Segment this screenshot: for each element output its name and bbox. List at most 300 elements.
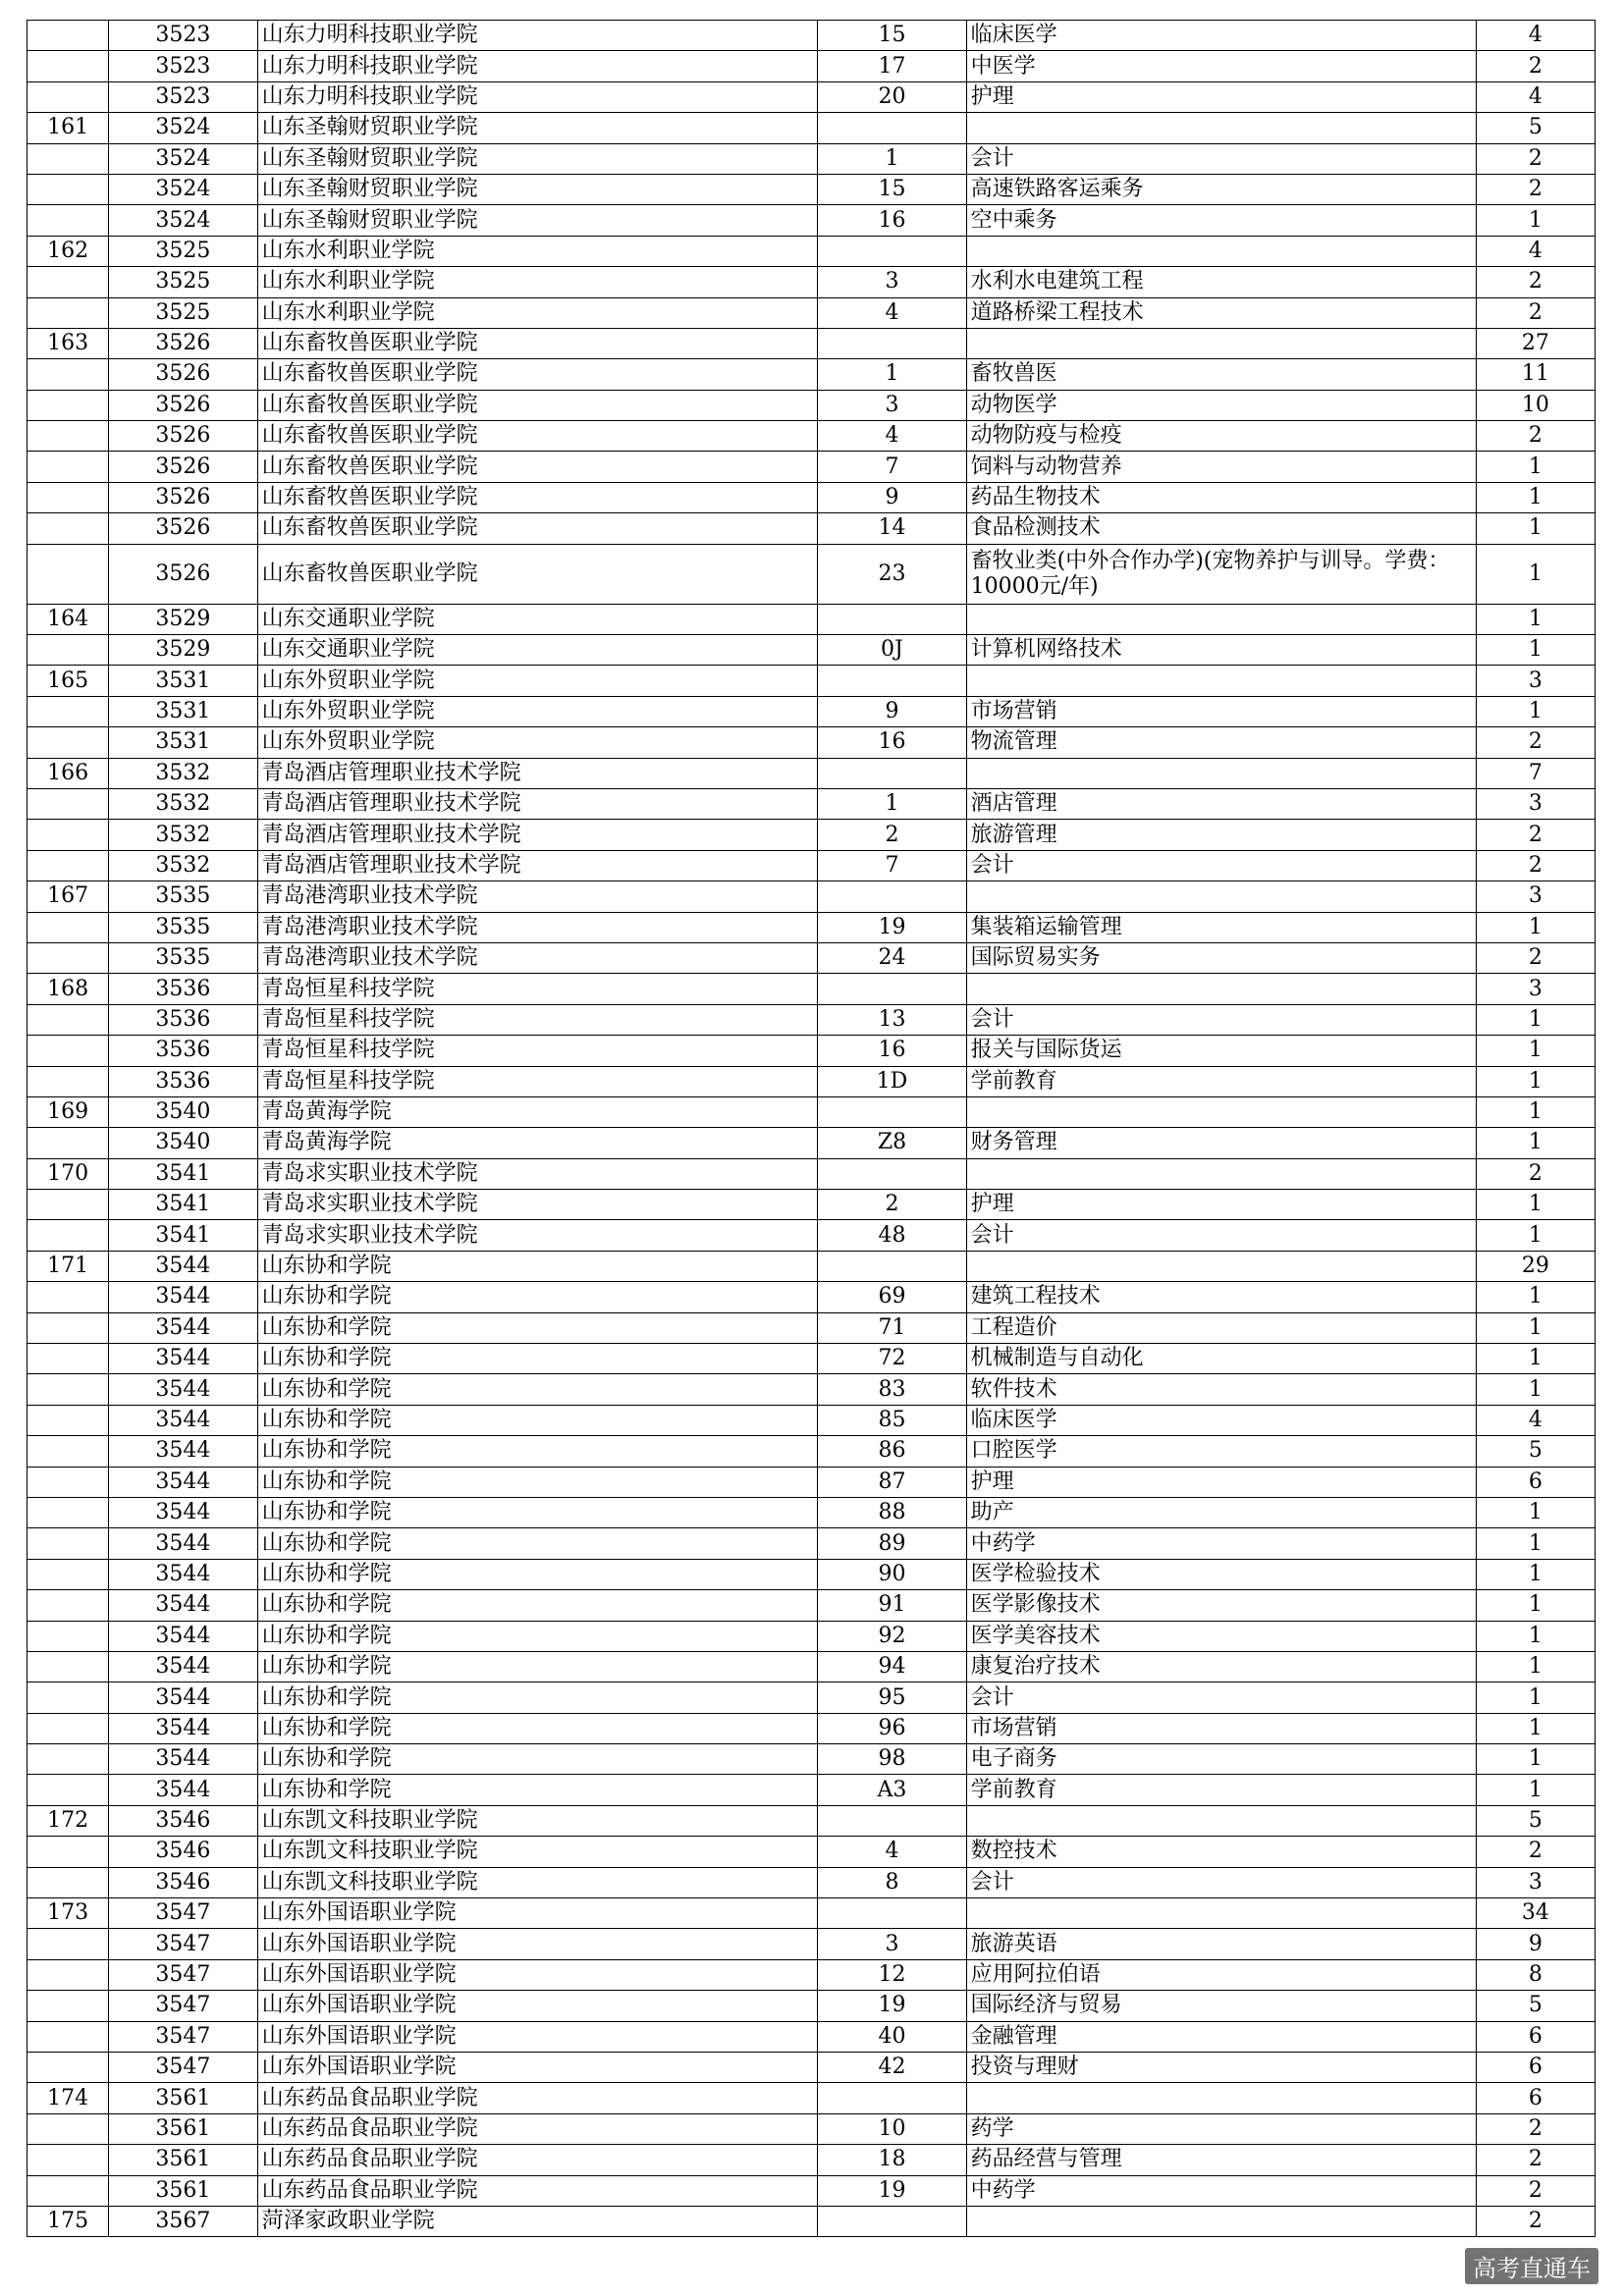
school-code-cell: 3526 xyxy=(109,390,257,420)
row-seq-cell xyxy=(27,820,109,850)
table-row xyxy=(27,1898,1596,1929)
school-code-cell: 3525 xyxy=(109,297,257,328)
school-name-cell: 青岛黄海学院 xyxy=(257,1128,818,1158)
plan-count-cell: 2 xyxy=(1476,421,1595,452)
school-code-cell: 3535 xyxy=(109,942,257,973)
table-row xyxy=(27,236,1596,266)
school-code-cell: 3567 xyxy=(109,2206,257,2236)
major-code-cell: 89 xyxy=(818,1528,966,1559)
school-code-cell: 3544 xyxy=(109,1436,257,1467)
major-name-cell: 集装箱运输管理 xyxy=(966,912,1476,942)
school-name-cell: 山东畜牧兽医职业学院 xyxy=(257,421,818,452)
row-seq-cell xyxy=(27,1621,109,1651)
major-name-cell: 会计 xyxy=(966,1867,1476,1897)
row-seq-cell: 170 xyxy=(27,1158,109,1189)
table-row xyxy=(27,820,1596,850)
school-code-cell: 3523 xyxy=(109,51,257,81)
school-code-cell: 3532 xyxy=(109,820,257,850)
school-code-cell: 3526 xyxy=(109,482,257,512)
school-code-cell: 3541 xyxy=(109,1220,257,1251)
school-name-cell: 青岛求实职业技术学院 xyxy=(257,1158,818,1189)
major-name-cell: 会计 xyxy=(966,143,1476,174)
school-name-cell: 山东协和学院 xyxy=(257,1282,818,1312)
major-name-cell xyxy=(966,1096,1476,1127)
row-seq-cell xyxy=(27,2113,109,2144)
school-code-cell: 3544 xyxy=(109,1344,257,1374)
major-code-cell: 40 xyxy=(818,2021,966,2052)
plan-count-cell: 7 xyxy=(1476,758,1595,788)
table-row xyxy=(27,2083,1596,2113)
row-seq-cell xyxy=(27,2021,109,2052)
plan-count-cell: 6 xyxy=(1476,2021,1595,2052)
major-code-cell: 98 xyxy=(818,1744,966,1775)
school-code-cell: 3524 xyxy=(109,143,257,174)
row-seq-cell xyxy=(27,1436,109,1467)
major-name-cell: 临床医学 xyxy=(966,1405,1476,1435)
school-name-cell: 青岛港湾职业技术学院 xyxy=(257,881,818,912)
school-code-cell: 3525 xyxy=(109,267,257,297)
major-name-cell: 医学美容技术 xyxy=(966,1621,1476,1651)
row-seq-cell xyxy=(27,544,109,604)
plan-count-cell: 27 xyxy=(1476,328,1595,358)
major-name-cell: 口腔医学 xyxy=(966,1436,1476,1467)
plan-count-cell: 1 xyxy=(1476,513,1595,544)
plan-count-cell: 29 xyxy=(1476,1251,1595,1281)
plan-count-cell: 2 xyxy=(1476,2206,1595,2236)
school-code-cell: 3544 xyxy=(109,1467,257,1497)
row-seq-cell xyxy=(27,1004,109,1035)
row-seq-cell xyxy=(27,1528,109,1559)
major-name-cell xyxy=(966,1898,1476,1929)
row-seq-cell xyxy=(27,174,109,204)
plan-count-cell: 2 xyxy=(1476,297,1595,328)
school-name-cell: 山东畜牧兽医职业学院 xyxy=(257,544,818,604)
plan-count-cell: 5 xyxy=(1476,1436,1595,1467)
row-seq-cell xyxy=(27,1128,109,1158)
table-row xyxy=(27,1405,1596,1435)
plan-count-cell: 8 xyxy=(1476,1959,1595,1990)
major-name-cell: 会计 xyxy=(966,1682,1476,1713)
major-name-cell xyxy=(966,328,1476,358)
plan-count-cell: 1 xyxy=(1476,1559,1595,1589)
table-row xyxy=(27,1682,1596,1713)
table-row xyxy=(27,1066,1596,1096)
school-name-cell: 青岛酒店管理职业技术学院 xyxy=(257,758,818,788)
row-seq-cell xyxy=(27,727,109,758)
row-seq-cell xyxy=(27,1837,109,1867)
school-code-cell: 3532 xyxy=(109,758,257,788)
school-code-cell: 3546 xyxy=(109,1837,257,1867)
major-name-cell: 数控技术 xyxy=(966,1837,1476,1867)
major-code-cell: 15 xyxy=(818,174,966,204)
school-code-cell: 3547 xyxy=(109,2021,257,2052)
major-code-cell xyxy=(818,604,966,634)
school-code-cell: 3529 xyxy=(109,635,257,666)
school-code-cell: 3526 xyxy=(109,359,257,390)
major-code-cell: 9 xyxy=(818,482,966,512)
plan-count-cell: 1 xyxy=(1476,1590,1595,1621)
row-seq-cell xyxy=(27,2053,109,2083)
table-row xyxy=(27,1867,1596,1897)
major-name-cell: 动物医学 xyxy=(966,390,1476,420)
major-code-cell: 3 xyxy=(818,267,966,297)
major-code-cell xyxy=(818,881,966,912)
major-name-cell xyxy=(966,1251,1476,1281)
table-row xyxy=(27,2021,1596,2052)
row-seq-cell: 171 xyxy=(27,1251,109,1281)
school-code-cell: 3524 xyxy=(109,113,257,143)
major-code-cell: 72 xyxy=(818,1344,966,1374)
major-name-cell: 物流管理 xyxy=(966,727,1476,758)
major-code-cell: 85 xyxy=(818,1405,966,1435)
table-row xyxy=(27,1959,1596,1990)
row-seq-cell xyxy=(27,2175,109,2206)
plan-count-cell: 10 xyxy=(1476,390,1595,420)
major-code-cell: 16 xyxy=(818,727,966,758)
table-row xyxy=(27,1344,1596,1374)
school-name-cell: 山东力明科技职业学院 xyxy=(257,21,818,51)
table-row xyxy=(27,788,1596,819)
row-seq-cell: 164 xyxy=(27,604,109,634)
table-row xyxy=(27,1096,1596,1127)
major-name-cell xyxy=(966,666,1476,696)
row-seq-cell xyxy=(27,1282,109,1312)
major-code-cell: 87 xyxy=(818,1467,966,1497)
school-code-cell: 3524 xyxy=(109,205,257,236)
major-code-cell: 4 xyxy=(818,297,966,328)
school-name-cell: 山东协和学院 xyxy=(257,1344,818,1374)
school-code-cell: 3535 xyxy=(109,912,257,942)
major-name-cell: 会计 xyxy=(966,1220,1476,1251)
major-name-cell: 学前教育 xyxy=(966,1066,1476,1096)
major-code-cell: 7 xyxy=(818,452,966,482)
table-row xyxy=(27,297,1596,328)
row-seq-cell xyxy=(27,942,109,973)
major-name-cell: 酒店管理 xyxy=(966,788,1476,819)
major-code-cell: 19 xyxy=(818,2175,966,2206)
plan-count-cell: 2 xyxy=(1476,850,1595,881)
table-row xyxy=(27,758,1596,788)
school-code-cell: 3536 xyxy=(109,1036,257,1066)
major-code-cell: 17 xyxy=(818,51,966,81)
school-name-cell: 山东畜牧兽医职业学院 xyxy=(257,390,818,420)
plan-count-cell: 2 xyxy=(1476,727,1595,758)
major-code-cell xyxy=(818,236,966,266)
major-name-cell: 计算机网络技术 xyxy=(966,635,1476,666)
row-seq-cell: 162 xyxy=(27,236,109,266)
school-name-cell: 山东圣翰财贸职业学院 xyxy=(257,205,818,236)
table-row xyxy=(27,881,1596,912)
major-name-cell: 食品检测技术 xyxy=(966,513,1476,544)
school-code-cell: 3540 xyxy=(109,1096,257,1127)
major-name-cell: 畜牧业类(中外合作办学)(宠物养护与训导。学费：10000元/年) xyxy=(966,544,1476,604)
major-name-cell: 机械制造与自动化 xyxy=(966,1344,1476,1374)
school-name-cell: 青岛恒星科技学院 xyxy=(257,1004,818,1035)
school-code-cell: 3532 xyxy=(109,788,257,819)
school-code-cell: 3526 xyxy=(109,328,257,358)
major-name-cell: 中药学 xyxy=(966,1528,1476,1559)
row-seq-cell xyxy=(27,21,109,51)
major-code-cell: 92 xyxy=(818,1621,966,1651)
plan-count-cell: 1 xyxy=(1476,452,1595,482)
school-code-cell: 3532 xyxy=(109,850,257,881)
major-code-cell: 3 xyxy=(818,1929,966,1959)
table-row xyxy=(27,452,1596,482)
major-code-cell xyxy=(818,1158,966,1189)
school-name-cell: 山东水利职业学院 xyxy=(257,267,818,297)
row-seq-cell: 167 xyxy=(27,881,109,912)
row-seq-cell: 174 xyxy=(27,2083,109,2113)
major-code-cell xyxy=(818,666,966,696)
school-name-cell: 山东协和学院 xyxy=(257,1559,818,1589)
school-code-cell: 3544 xyxy=(109,1405,257,1435)
major-name-cell: 旅游英语 xyxy=(966,1929,1476,1959)
row-seq-cell xyxy=(27,1651,109,1682)
row-seq-cell xyxy=(27,1991,109,2021)
row-seq-cell xyxy=(27,1682,109,1713)
school-name-cell: 山东力明科技职业学院 xyxy=(257,81,818,112)
table-row xyxy=(27,2145,1596,2175)
major-name-cell xyxy=(966,236,1476,266)
school-name-cell: 青岛酒店管理职业技术学院 xyxy=(257,788,818,819)
major-name-cell: 中药学 xyxy=(966,2175,1476,2206)
plan-count-cell: 1 xyxy=(1476,635,1595,666)
table-row xyxy=(27,1559,1596,1589)
table-row xyxy=(27,1220,1596,1251)
school-name-cell: 山东药品食品职业学院 xyxy=(257,2145,818,2175)
row-seq-cell xyxy=(27,1220,109,1251)
table-row xyxy=(27,544,1596,604)
school-name-cell: 山东圣翰财贸职业学院 xyxy=(257,143,818,174)
table-row xyxy=(27,635,1596,666)
table-row xyxy=(27,359,1596,390)
school-code-cell: 3523 xyxy=(109,21,257,51)
table-row xyxy=(27,113,1596,143)
row-seq-cell xyxy=(27,1066,109,1096)
school-code-cell: 3547 xyxy=(109,1898,257,1929)
table-row xyxy=(27,1251,1596,1281)
major-code-cell: 3 xyxy=(818,390,966,420)
major-code-cell: 48 xyxy=(818,1220,966,1251)
major-code-cell: 20 xyxy=(818,81,966,112)
major-code-cell: 4 xyxy=(818,1837,966,1867)
major-name-cell: 工程造价 xyxy=(966,1312,1476,1343)
plan-count-cell: 2 xyxy=(1476,2145,1595,2175)
major-name-cell: 国际经济与贸易 xyxy=(966,1991,1476,2021)
school-code-cell: 3531 xyxy=(109,727,257,758)
school-code-cell: 3546 xyxy=(109,1867,257,1897)
row-seq-cell: 165 xyxy=(27,666,109,696)
major-name-cell: 会计 xyxy=(966,850,1476,881)
major-code-cell: 86 xyxy=(818,1436,966,1467)
school-code-cell: 3544 xyxy=(109,1651,257,1682)
major-code-cell: 23 xyxy=(818,544,966,604)
major-code-cell xyxy=(818,1805,966,1836)
major-name-cell: 康复治疗技术 xyxy=(966,1651,1476,1682)
major-code-cell xyxy=(818,1096,966,1127)
major-name-cell xyxy=(966,604,1476,634)
major-code-cell: 16 xyxy=(818,1036,966,1066)
school-code-cell: 3544 xyxy=(109,1497,257,1527)
school-name-cell: 山东外国语职业学院 xyxy=(257,1959,818,1990)
plan-count-cell: 1 xyxy=(1476,1096,1595,1127)
row-seq-cell: 175 xyxy=(27,2206,109,2236)
plan-count-cell: 1 xyxy=(1476,1744,1595,1775)
school-name-cell: 山东协和学院 xyxy=(257,1436,818,1467)
school-name-cell: 山东外贸职业学院 xyxy=(257,696,818,726)
row-seq-cell xyxy=(27,788,109,819)
plan-count-cell: 1 xyxy=(1476,1621,1595,1651)
major-name-cell: 建筑工程技术 xyxy=(966,1282,1476,1312)
plan-count-cell: 4 xyxy=(1476,21,1595,51)
major-name-cell xyxy=(966,881,1476,912)
table-row xyxy=(27,328,1596,358)
row-seq-cell xyxy=(27,143,109,174)
school-name-cell: 山东药品食品职业学院 xyxy=(257,2113,818,2144)
major-name-cell: 空中乘务 xyxy=(966,205,1476,236)
major-code-cell: 88 xyxy=(818,1497,966,1527)
major-name-cell xyxy=(966,2206,1476,2236)
major-name-cell: 投资与理财 xyxy=(966,2053,1476,2083)
table-row xyxy=(27,696,1596,726)
school-name-cell: 山东畜牧兽医职业学院 xyxy=(257,482,818,512)
plan-count-cell: 1 xyxy=(1476,1004,1595,1035)
plan-count-cell: 1 xyxy=(1476,1682,1595,1713)
school-code-cell: 3524 xyxy=(109,174,257,204)
row-seq-cell xyxy=(27,635,109,666)
plan-count-cell: 4 xyxy=(1476,236,1595,266)
school-name-cell: 青岛求实职业技术学院 xyxy=(257,1220,818,1251)
table-row xyxy=(27,1436,1596,1467)
row-seq-cell xyxy=(27,1312,109,1343)
school-name-cell: 青岛恒星科技学院 xyxy=(257,1066,818,1096)
plan-count-cell: 6 xyxy=(1476,2083,1595,2113)
school-name-cell: 山东药品食品职业学院 xyxy=(257,2083,818,2113)
major-name-cell: 报关与国际货运 xyxy=(966,1036,1476,1066)
school-code-cell: 3547 xyxy=(109,1959,257,1990)
row-seq-cell xyxy=(27,1867,109,1897)
table-row xyxy=(27,1128,1596,1158)
row-seq-cell xyxy=(27,1744,109,1775)
plan-count-cell: 3 xyxy=(1476,788,1595,819)
table-row xyxy=(27,513,1596,544)
major-code-cell: 69 xyxy=(818,1282,966,1312)
plan-count-cell: 2 xyxy=(1476,820,1595,850)
major-code-cell: 94 xyxy=(818,1651,966,1682)
table-row xyxy=(27,1590,1596,1621)
major-name-cell xyxy=(966,113,1476,143)
school-name-cell: 青岛港湾职业技术学院 xyxy=(257,912,818,942)
table-row xyxy=(27,1929,1596,1959)
major-code-cell: 13 xyxy=(818,1004,966,1035)
school-name-cell: 山东外贸职业学院 xyxy=(257,727,818,758)
row-seq-cell: 163 xyxy=(27,328,109,358)
row-seq-cell xyxy=(27,1190,109,1220)
major-name-cell: 医学检验技术 xyxy=(966,1559,1476,1589)
school-name-cell: 青岛港湾职业技术学院 xyxy=(257,942,818,973)
table-row xyxy=(27,51,1596,81)
school-name-cell: 山东协和学院 xyxy=(257,1528,818,1559)
school-name-cell: 山东畜牧兽医职业学院 xyxy=(257,328,818,358)
major-code-cell: 1 xyxy=(818,359,966,390)
school-name-cell: 山东药品食品职业学院 xyxy=(257,2175,818,2206)
school-name-cell: 山东协和学院 xyxy=(257,1405,818,1435)
major-name-cell: 动物防疫与检疫 xyxy=(966,421,1476,452)
major-code-cell: 2 xyxy=(818,1190,966,1220)
school-code-cell: 3544 xyxy=(109,1312,257,1343)
row-seq-cell xyxy=(27,850,109,881)
school-name-cell: 山东协和学院 xyxy=(257,1497,818,1527)
plan-count-cell: 9 xyxy=(1476,1929,1595,1959)
table-row xyxy=(27,1158,1596,1189)
major-name-cell: 饲料与动物营养 xyxy=(966,452,1476,482)
major-name-cell: 药品经营与管理 xyxy=(966,2145,1476,2175)
school-name-cell: 山东凯文科技职业学院 xyxy=(257,1867,818,1897)
school-code-cell: 3531 xyxy=(109,666,257,696)
plan-count-cell: 1 xyxy=(1476,1128,1595,1158)
plan-count-cell: 1 xyxy=(1476,1651,1595,1682)
row-seq-cell xyxy=(27,267,109,297)
plan-count-cell: 1 xyxy=(1476,1220,1595,1251)
major-code-cell xyxy=(818,113,966,143)
row-seq-cell xyxy=(27,359,109,390)
plan-count-cell: 1 xyxy=(1476,696,1595,726)
table-row xyxy=(27,1374,1596,1405)
school-code-cell: 3526 xyxy=(109,452,257,482)
row-seq-cell xyxy=(27,205,109,236)
table-row xyxy=(27,390,1596,420)
school-code-cell: 3536 xyxy=(109,1004,257,1035)
row-seq-cell xyxy=(27,1559,109,1589)
school-code-cell: 3525 xyxy=(109,236,257,266)
school-code-cell: 3544 xyxy=(109,1713,257,1743)
plan-count-cell: 1 xyxy=(1476,544,1595,604)
school-name-cell: 青岛恒星科技学院 xyxy=(257,974,818,1004)
major-code-cell xyxy=(818,2083,966,2113)
table-row xyxy=(27,912,1596,942)
school-name-cell: 山东外国语职业学院 xyxy=(257,1898,818,1929)
table-row xyxy=(27,942,1596,973)
major-name-cell: 旅游管理 xyxy=(966,820,1476,850)
table-row xyxy=(27,727,1596,758)
table-row xyxy=(27,1713,1596,1743)
plan-count-cell: 3 xyxy=(1476,974,1595,1004)
major-name-cell: 财务管理 xyxy=(966,1128,1476,1158)
school-name-cell: 山东外贸职业学院 xyxy=(257,666,818,696)
major-name-cell: 中医学 xyxy=(966,51,1476,81)
row-seq-cell xyxy=(27,482,109,512)
plan-count-cell: 1 xyxy=(1476,205,1595,236)
plan-count-cell: 5 xyxy=(1476,1991,1595,2021)
major-code-cell: 15 xyxy=(818,21,966,51)
table-row xyxy=(27,21,1596,51)
plan-count-cell: 1 xyxy=(1476,1312,1595,1343)
school-code-cell: 3540 xyxy=(109,1128,257,1158)
table-row xyxy=(27,421,1596,452)
table-row xyxy=(27,1190,1596,1220)
plan-count-cell: 2 xyxy=(1476,2175,1595,2206)
major-name-cell: 高速铁路客运乘务 xyxy=(966,174,1476,204)
plan-count-cell: 4 xyxy=(1476,81,1595,112)
major-name-cell: 国际贸易实务 xyxy=(966,942,1476,973)
major-code-cell: 9 xyxy=(818,696,966,726)
school-code-cell: 3561 xyxy=(109,2113,257,2144)
major-name-cell: 药学 xyxy=(966,2113,1476,2144)
plan-count-cell: 2 xyxy=(1476,1837,1595,1867)
plan-count-cell: 2 xyxy=(1476,1158,1595,1189)
major-code-cell xyxy=(818,328,966,358)
row-seq-cell: 172 xyxy=(27,1805,109,1836)
